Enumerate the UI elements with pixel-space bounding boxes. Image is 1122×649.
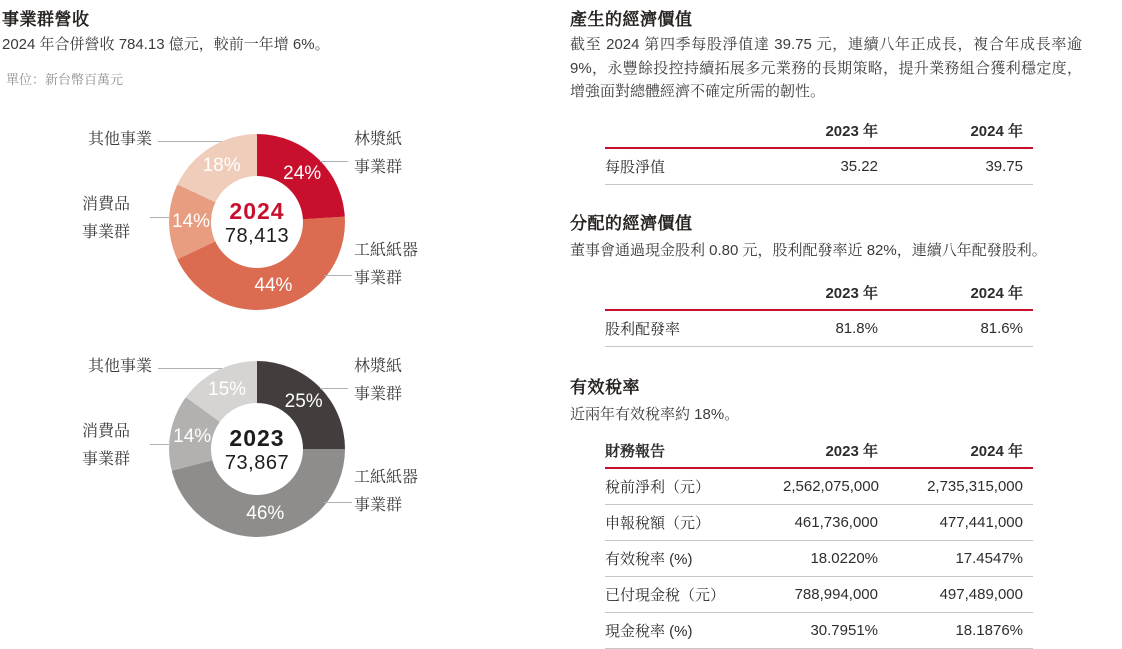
row-label: 已付現金稅（元） bbox=[605, 577, 783, 613]
callout-pulp-paper-group bbox=[354, 353, 402, 409]
row-value: 788,994,000 bbox=[783, 577, 878, 613]
callout-label: 工紙紙器 bbox=[354, 469, 419, 486]
row-value: 477,441,000 bbox=[878, 505, 1033, 541]
section-title-economic-value-generated: 產生的經濟價值 bbox=[570, 10, 693, 29]
table-header-row bbox=[605, 118, 1033, 148]
row-label: 有效稅率 (%) bbox=[605, 541, 783, 577]
callout-consumer-products-group bbox=[82, 191, 130, 247]
donut-center-year: 2023 bbox=[229, 425, 285, 451]
financial-report-table bbox=[605, 438, 1033, 649]
callout-pulp-paper-group bbox=[354, 126, 402, 182]
row-value: 461,736,000 bbox=[783, 505, 878, 541]
table-header-cell: 財務報告 bbox=[605, 438, 783, 468]
row-label: 每股淨值 bbox=[605, 148, 783, 185]
row-value: 2,562,075,000 bbox=[783, 468, 878, 505]
row-label: 申報稅額（元） bbox=[605, 505, 783, 541]
table-header-cell bbox=[605, 118, 783, 148]
callout-industrial-paper-group bbox=[354, 237, 418, 293]
donut-center-total: 78,413 bbox=[224, 225, 290, 247]
section-title-economic-value-distributed: 分配的經濟價值 bbox=[570, 214, 693, 233]
revenue-summary-text: 2024 年合併營收 784.13 億元，較前一年增 6%。 bbox=[2, 36, 330, 53]
table-row bbox=[605, 148, 1033, 185]
callout-industrial-paper-group bbox=[354, 464, 418, 520]
row-value: 39.75 bbox=[878, 148, 1033, 185]
callout-label: 其他事業 bbox=[87, 358, 152, 375]
callout-other-business bbox=[88, 126, 152, 154]
row-value: 30.7951% bbox=[783, 613, 878, 649]
leader-line bbox=[150, 217, 169, 218]
dividend-payout-table bbox=[605, 280, 1033, 347]
table-row bbox=[605, 541, 1033, 577]
leader-line bbox=[320, 388, 348, 389]
callout-other-business bbox=[88, 353, 152, 381]
slice-percent-label: 18% bbox=[202, 155, 241, 177]
callout-label: 事業群 bbox=[354, 159, 403, 176]
callout-label: 林漿紙 bbox=[354, 358, 403, 375]
section-body-economic-value-generated: 截至 2024 第四季每股淨值達 39.75 元，連續八年正成長，複合年成長率逾 9%，永豐餘投控持續拓展多元業務的長期策略，提升業務組合獲利穩定度，增強面對總體經濟不確定所需的韌性。 bbox=[570, 36, 1082, 100]
net-worth-per-share-table bbox=[605, 118, 1033, 185]
callout-label: 事業群 bbox=[82, 451, 131, 468]
row-value: 17.4547% bbox=[878, 541, 1033, 577]
callout-label: 其他事業 bbox=[87, 131, 152, 148]
table-header-cell: 2024 年 bbox=[878, 280, 1033, 310]
slice-percent-label: 24% bbox=[283, 162, 322, 184]
row-value: 18.1876% bbox=[878, 613, 1033, 649]
table-header-row bbox=[605, 438, 1033, 468]
donut-chart-2023 bbox=[0, 342, 520, 572]
leader-line bbox=[324, 502, 352, 503]
row-value: 2,735,315,000 bbox=[878, 468, 1033, 505]
table-row bbox=[605, 613, 1033, 649]
leader-line bbox=[324, 275, 352, 276]
callout-consumer-products-group bbox=[82, 418, 130, 474]
unit-note: 單位：新台幣百萬元 bbox=[6, 72, 124, 87]
callout-label: 事業群 bbox=[354, 497, 403, 514]
row-label: 股利配發率 bbox=[605, 310, 783, 347]
leader-line bbox=[320, 161, 348, 162]
slice-percent-label: 44% bbox=[254, 274, 293, 296]
leader-line bbox=[150, 444, 169, 445]
table-header-cell: 2023 年 bbox=[783, 438, 878, 468]
row-value: 18.0220% bbox=[783, 541, 878, 577]
callout-label: 工紙紙器 bbox=[354, 242, 419, 259]
row-label: 稅前淨利（元） bbox=[605, 468, 783, 505]
table-row bbox=[605, 468, 1033, 505]
donut-chart-2024 bbox=[0, 115, 520, 345]
section-title-effective-tax-rate: 有效稅率 bbox=[570, 378, 640, 397]
row-label: 現金稅率 (%) bbox=[605, 613, 783, 649]
table-header-cell bbox=[605, 280, 783, 310]
donut-center-year: 2024 bbox=[229, 198, 285, 224]
slice-percent-label: 46% bbox=[246, 503, 285, 525]
callout-label: 事業群 bbox=[82, 224, 131, 241]
leader-line bbox=[158, 368, 222, 369]
callout-label: 消費品 bbox=[82, 423, 131, 440]
table-header-cell: 2024 年 bbox=[878, 438, 1033, 468]
callout-label: 事業群 bbox=[354, 270, 403, 287]
section-body-economic-value-distributed: 董事會通過現金股利 0.80 元，股利配發率近 82%，連續八年配發股利。 bbox=[570, 242, 1047, 259]
table-header-cell: 2023 年 bbox=[783, 118, 878, 148]
callout-label: 事業群 bbox=[354, 386, 403, 403]
table-row bbox=[605, 577, 1033, 613]
page-title: 事業群營收 bbox=[2, 10, 90, 29]
table-header-cell: 2024 年 bbox=[878, 118, 1033, 148]
table-row bbox=[605, 505, 1033, 541]
table-header-row bbox=[605, 280, 1033, 310]
callout-label: 消費品 bbox=[82, 196, 131, 213]
slice-percent-label: 15% bbox=[208, 379, 247, 401]
table-row bbox=[605, 310, 1033, 347]
row-value: 497,489,000 bbox=[878, 577, 1033, 613]
slice-percent-label: 14% bbox=[171, 211, 211, 232]
leader-line bbox=[158, 141, 222, 142]
callout-label: 林漿紙 bbox=[354, 131, 403, 148]
row-value: 35.22 bbox=[783, 148, 878, 185]
row-value: 81.6% bbox=[878, 310, 1033, 347]
donut-center-total: 73,867 bbox=[224, 452, 290, 474]
row-value: 81.8% bbox=[783, 310, 878, 347]
slice-percent-label: 25% bbox=[284, 391, 323, 413]
slice-percent-label: 14% bbox=[173, 425, 212, 447]
table-header-cell: 2023 年 bbox=[783, 280, 878, 310]
section-body-effective-tax-rate: 近兩年有效稅率約 18%。 bbox=[570, 406, 740, 423]
